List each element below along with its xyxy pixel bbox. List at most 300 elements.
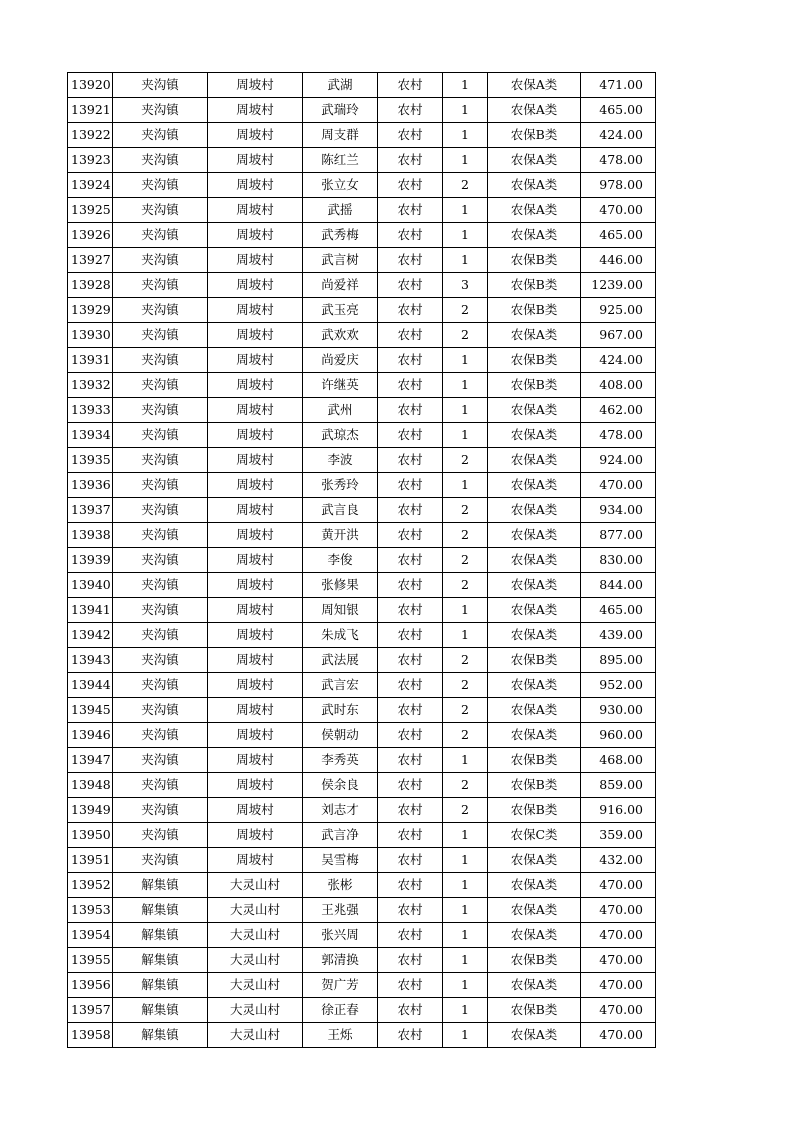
table-row xyxy=(68,348,656,373)
member-count-cell: 1 xyxy=(443,973,488,998)
village-cell: 周坡村 xyxy=(208,848,303,873)
amount-cell: 470.00 xyxy=(581,873,656,898)
town-cell: 夹沟镇 xyxy=(113,523,208,548)
record-id-cell: 13938 xyxy=(68,523,113,548)
name-cell: 王兆强 xyxy=(303,898,378,923)
amount-cell: 978.00 xyxy=(581,173,656,198)
village-cell: 周坡村 xyxy=(208,373,303,398)
household-type-cell: 农村 xyxy=(378,173,443,198)
village-cell: 周坡村 xyxy=(208,673,303,698)
table-row xyxy=(68,273,656,298)
household-type-cell: 农村 xyxy=(378,723,443,748)
village-cell: 周坡村 xyxy=(208,298,303,323)
town-cell: 夹沟镇 xyxy=(113,73,208,98)
name-cell: 张秀玲 xyxy=(303,473,378,498)
record-id-cell: 13955 xyxy=(68,948,113,973)
table-row xyxy=(68,698,656,723)
household-type-cell: 农村 xyxy=(378,873,443,898)
insurance-category-cell: 农保A类 xyxy=(488,698,581,723)
record-id-cell: 13947 xyxy=(68,748,113,773)
name-cell: 武欢欢 xyxy=(303,323,378,348)
amount-cell: 470.00 xyxy=(581,948,656,973)
amount-cell: 1239.00 xyxy=(581,273,656,298)
insurance-category-cell: 农保A类 xyxy=(488,223,581,248)
record-id-cell: 13951 xyxy=(68,848,113,873)
household-type-cell: 农村 xyxy=(378,598,443,623)
member-count-cell: 1 xyxy=(443,223,488,248)
household-type-cell: 农村 xyxy=(378,898,443,923)
amount-cell: 470.00 xyxy=(581,898,656,923)
name-cell: 张彬 xyxy=(303,873,378,898)
household-type-cell: 农村 xyxy=(378,98,443,123)
record-id-cell: 13928 xyxy=(68,273,113,298)
town-cell: 夹沟镇 xyxy=(113,148,208,173)
household-type-cell: 农村 xyxy=(378,198,443,223)
record-id-cell: 13946 xyxy=(68,723,113,748)
village-cell: 大灵山村 xyxy=(208,973,303,998)
village-cell: 周坡村 xyxy=(208,798,303,823)
insurance-category-cell: 农保A类 xyxy=(488,573,581,598)
table-row xyxy=(68,798,656,823)
name-cell: 侯余良 xyxy=(303,773,378,798)
member-count-cell: 1 xyxy=(443,873,488,898)
insurance-category-cell: 农保A类 xyxy=(488,598,581,623)
town-cell: 夹沟镇 xyxy=(113,773,208,798)
name-cell: 张兴周 xyxy=(303,923,378,948)
town-cell: 解集镇 xyxy=(113,973,208,998)
village-cell: 周坡村 xyxy=(208,123,303,148)
amount-cell: 424.00 xyxy=(581,348,656,373)
town-cell: 夹沟镇 xyxy=(113,823,208,848)
record-id-cell: 13926 xyxy=(68,223,113,248)
table-row xyxy=(68,923,656,948)
town-cell: 夹沟镇 xyxy=(113,398,208,423)
member-count-cell: 1 xyxy=(443,848,488,873)
name-cell: 陈红兰 xyxy=(303,148,378,173)
name-cell: 武法展 xyxy=(303,648,378,673)
name-cell: 武言树 xyxy=(303,248,378,273)
amount-cell: 462.00 xyxy=(581,398,656,423)
table-row xyxy=(68,748,656,773)
member-count-cell: 3 xyxy=(443,273,488,298)
table-row xyxy=(68,223,656,248)
household-type-cell: 农村 xyxy=(378,548,443,573)
insurance-category-cell: 农保A类 xyxy=(488,498,581,523)
record-id-cell: 13942 xyxy=(68,623,113,648)
village-cell: 周坡村 xyxy=(208,723,303,748)
table-row xyxy=(68,623,656,648)
household-type-cell: 农村 xyxy=(378,148,443,173)
village-cell: 周坡村 xyxy=(208,698,303,723)
village-cell: 周坡村 xyxy=(208,98,303,123)
town-cell: 夹沟镇 xyxy=(113,573,208,598)
household-type-cell: 农村 xyxy=(378,798,443,823)
member-count-cell: 1 xyxy=(443,823,488,848)
record-id-cell: 13929 xyxy=(68,298,113,323)
village-cell: 周坡村 xyxy=(208,498,303,523)
member-count-cell: 1 xyxy=(443,348,488,373)
member-count-cell: 1 xyxy=(443,423,488,448)
household-type-cell: 农村 xyxy=(378,923,443,948)
member-count-cell: 2 xyxy=(443,573,488,598)
member-count-cell: 1 xyxy=(443,948,488,973)
amount-cell: 916.00 xyxy=(581,798,656,823)
name-cell: 周知银 xyxy=(303,598,378,623)
insurance-category-cell: 农保A类 xyxy=(488,898,581,923)
insurance-category-cell: 农保A类 xyxy=(488,723,581,748)
insurance-category-cell: 农保B类 xyxy=(488,948,581,973)
record-id-cell: 13931 xyxy=(68,348,113,373)
record-id-cell: 13925 xyxy=(68,198,113,223)
member-count-cell: 1 xyxy=(443,998,488,1023)
record-id-cell: 13936 xyxy=(68,473,113,498)
amount-cell: 470.00 xyxy=(581,198,656,223)
insurance-category-cell: 农保A类 xyxy=(488,673,581,698)
member-count-cell: 2 xyxy=(443,548,488,573)
amount-cell: 470.00 xyxy=(581,973,656,998)
name-cell: 武言净 xyxy=(303,823,378,848)
table-row xyxy=(68,648,656,673)
roster-body xyxy=(68,73,656,1048)
table-row xyxy=(68,198,656,223)
household-type-cell: 农村 xyxy=(378,123,443,148)
amount-cell: 465.00 xyxy=(581,98,656,123)
member-count-cell: 1 xyxy=(443,748,488,773)
household-type-cell: 农村 xyxy=(378,423,443,448)
amount-cell: 859.00 xyxy=(581,773,656,798)
town-cell: 夹沟镇 xyxy=(113,648,208,673)
amount-cell: 830.00 xyxy=(581,548,656,573)
name-cell: 郭清换 xyxy=(303,948,378,973)
insurance-category-cell: 农保A类 xyxy=(488,623,581,648)
town-cell: 夹沟镇 xyxy=(113,548,208,573)
record-id-cell: 13944 xyxy=(68,673,113,698)
record-id-cell: 13956 xyxy=(68,973,113,998)
household-type-cell: 农村 xyxy=(378,248,443,273)
name-cell: 李波 xyxy=(303,448,378,473)
insurance-category-cell: 农保B类 xyxy=(488,773,581,798)
member-count-cell: 2 xyxy=(443,498,488,523)
name-cell: 武时东 xyxy=(303,698,378,723)
table-row xyxy=(68,498,656,523)
town-cell: 夹沟镇 xyxy=(113,348,208,373)
village-cell: 周坡村 xyxy=(208,348,303,373)
member-count-cell: 1 xyxy=(443,98,488,123)
insurance-category-cell: 农保A类 xyxy=(488,423,581,448)
town-cell: 夹沟镇 xyxy=(113,623,208,648)
town-cell: 夹沟镇 xyxy=(113,98,208,123)
insurance-category-cell: 农保B类 xyxy=(488,998,581,1023)
insurance-category-cell: 农保A类 xyxy=(488,448,581,473)
household-type-cell: 农村 xyxy=(378,773,443,798)
amount-cell: 952.00 xyxy=(581,673,656,698)
amount-cell: 465.00 xyxy=(581,598,656,623)
member-count-cell: 1 xyxy=(443,73,488,98)
member-count-cell: 2 xyxy=(443,298,488,323)
member-count-cell: 1 xyxy=(443,1023,488,1048)
household-type-cell: 农村 xyxy=(378,298,443,323)
insurance-category-cell: 农保B类 xyxy=(488,273,581,298)
record-id-cell: 13930 xyxy=(68,323,113,348)
village-cell: 周坡村 xyxy=(208,823,303,848)
amount-cell: 470.00 xyxy=(581,1023,656,1048)
table-row xyxy=(68,948,656,973)
insurance-category-cell: 农保A类 xyxy=(488,473,581,498)
record-id-cell: 13924 xyxy=(68,173,113,198)
record-id-cell: 13933 xyxy=(68,398,113,423)
member-count-cell: 1 xyxy=(443,898,488,923)
name-cell: 尚爱庆 xyxy=(303,348,378,373)
member-count-cell: 2 xyxy=(443,773,488,798)
insurance-category-cell: 农保B类 xyxy=(488,748,581,773)
town-cell: 夹沟镇 xyxy=(113,723,208,748)
amount-cell: 359.00 xyxy=(581,823,656,848)
amount-cell: 478.00 xyxy=(581,423,656,448)
member-count-cell: 1 xyxy=(443,198,488,223)
name-cell: 武秀梅 xyxy=(303,223,378,248)
amount-cell: 471.00 xyxy=(581,73,656,98)
table-row xyxy=(68,398,656,423)
village-cell: 周坡村 xyxy=(208,323,303,348)
table-row xyxy=(68,973,656,998)
name-cell: 武州 xyxy=(303,398,378,423)
name-cell: 周支群 xyxy=(303,123,378,148)
table-row xyxy=(68,98,656,123)
member-count-cell: 1 xyxy=(443,398,488,423)
village-cell: 周坡村 xyxy=(208,398,303,423)
table-row xyxy=(68,1023,656,1048)
member-count-cell: 2 xyxy=(443,723,488,748)
town-cell: 夹沟镇 xyxy=(113,123,208,148)
village-cell: 周坡村 xyxy=(208,148,303,173)
record-id-cell: 13943 xyxy=(68,648,113,673)
name-cell: 刘志才 xyxy=(303,798,378,823)
table-row xyxy=(68,998,656,1023)
member-count-cell: 1 xyxy=(443,923,488,948)
member-count-cell: 2 xyxy=(443,323,488,348)
village-cell: 大灵山村 xyxy=(208,923,303,948)
member-count-cell: 1 xyxy=(443,373,488,398)
village-cell: 周坡村 xyxy=(208,773,303,798)
table-row xyxy=(68,73,656,98)
amount-cell: 895.00 xyxy=(581,648,656,673)
amount-cell: 960.00 xyxy=(581,723,656,748)
insurance-category-cell: 农保B类 xyxy=(488,373,581,398)
table-row xyxy=(68,548,656,573)
town-cell: 解集镇 xyxy=(113,898,208,923)
record-id-cell: 13932 xyxy=(68,373,113,398)
household-type-cell: 农村 xyxy=(378,398,443,423)
amount-cell: 470.00 xyxy=(581,473,656,498)
table-row xyxy=(68,173,656,198)
household-type-cell: 农村 xyxy=(378,273,443,298)
town-cell: 夹沟镇 xyxy=(113,248,208,273)
name-cell: 李俊 xyxy=(303,548,378,573)
name-cell: 贺广芳 xyxy=(303,973,378,998)
household-type-cell: 农村 xyxy=(378,823,443,848)
table-row xyxy=(68,123,656,148)
household-type-cell: 农村 xyxy=(378,223,443,248)
table-row xyxy=(68,673,656,698)
record-id-cell: 13954 xyxy=(68,923,113,948)
village-cell: 周坡村 xyxy=(208,573,303,598)
insurance-category-cell: 农保A类 xyxy=(488,148,581,173)
name-cell: 武湖 xyxy=(303,73,378,98)
insurance-category-cell: 农保A类 xyxy=(488,1023,581,1048)
table-row xyxy=(68,448,656,473)
record-id-cell: 13952 xyxy=(68,873,113,898)
record-id-cell: 13957 xyxy=(68,998,113,1023)
household-type-cell: 农村 xyxy=(378,1023,443,1048)
table-row xyxy=(68,573,656,598)
household-type-cell: 农村 xyxy=(378,848,443,873)
village-cell: 大灵山村 xyxy=(208,898,303,923)
member-count-cell: 2 xyxy=(443,523,488,548)
village-cell: 周坡村 xyxy=(208,248,303,273)
table-row xyxy=(68,848,656,873)
amount-cell: 446.00 xyxy=(581,248,656,273)
name-cell: 武琼杰 xyxy=(303,423,378,448)
village-cell: 周坡村 xyxy=(208,473,303,498)
amount-cell: 925.00 xyxy=(581,298,656,323)
amount-cell: 967.00 xyxy=(581,323,656,348)
village-cell: 周坡村 xyxy=(208,748,303,773)
household-type-cell: 农村 xyxy=(378,473,443,498)
household-type-cell: 农村 xyxy=(378,498,443,523)
insurance-category-cell: 农保B类 xyxy=(488,298,581,323)
town-cell: 夹沟镇 xyxy=(113,373,208,398)
village-cell: 周坡村 xyxy=(208,448,303,473)
name-cell: 李秀英 xyxy=(303,748,378,773)
town-cell: 夹沟镇 xyxy=(113,273,208,298)
member-count-cell: 1 xyxy=(443,248,488,273)
insurance-category-cell: 农保A类 xyxy=(488,923,581,948)
town-cell: 解集镇 xyxy=(113,1023,208,1048)
town-cell: 夹沟镇 xyxy=(113,423,208,448)
name-cell: 尚爱祥 xyxy=(303,273,378,298)
household-type-cell: 农村 xyxy=(378,348,443,373)
record-id-cell: 13927 xyxy=(68,248,113,273)
household-type-cell: 农村 xyxy=(378,973,443,998)
name-cell: 徐正春 xyxy=(303,998,378,1023)
insurance-category-cell: 农保B类 xyxy=(488,248,581,273)
household-type-cell: 农村 xyxy=(378,73,443,98)
record-id-cell: 13948 xyxy=(68,773,113,798)
amount-cell: 439.00 xyxy=(581,623,656,648)
amount-cell: 468.00 xyxy=(581,748,656,773)
town-cell: 夹沟镇 xyxy=(113,598,208,623)
household-type-cell: 农村 xyxy=(378,998,443,1023)
town-cell: 夹沟镇 xyxy=(113,173,208,198)
amount-cell: 465.00 xyxy=(581,223,656,248)
household-type-cell: 农村 xyxy=(378,673,443,698)
amount-cell: 930.00 xyxy=(581,698,656,723)
insurance-category-cell: 农保B类 xyxy=(488,123,581,148)
name-cell: 吴雪梅 xyxy=(303,848,378,873)
town-cell: 夹沟镇 xyxy=(113,223,208,248)
table-row xyxy=(68,473,656,498)
town-cell: 解集镇 xyxy=(113,923,208,948)
name-cell: 张立女 xyxy=(303,173,378,198)
member-count-cell: 2 xyxy=(443,648,488,673)
member-count-cell: 2 xyxy=(443,673,488,698)
insurance-category-cell: 农保A类 xyxy=(488,848,581,873)
name-cell: 黄开洪 xyxy=(303,523,378,548)
name-cell: 武玉亮 xyxy=(303,298,378,323)
insurance-category-cell: 农保C类 xyxy=(488,823,581,848)
town-cell: 解集镇 xyxy=(113,948,208,973)
town-cell: 解集镇 xyxy=(113,873,208,898)
town-cell: 夹沟镇 xyxy=(113,748,208,773)
table-row xyxy=(68,723,656,748)
town-cell: 夹沟镇 xyxy=(113,673,208,698)
record-id-cell: 13941 xyxy=(68,598,113,623)
household-type-cell: 农村 xyxy=(378,623,443,648)
member-count-cell: 2 xyxy=(443,798,488,823)
name-cell: 朱成飞 xyxy=(303,623,378,648)
table-row xyxy=(68,373,656,398)
village-cell: 周坡村 xyxy=(208,73,303,98)
name-cell: 武言宏 xyxy=(303,673,378,698)
table-row xyxy=(68,298,656,323)
insurance-category-cell: 农保A类 xyxy=(488,323,581,348)
table-row xyxy=(68,898,656,923)
village-cell: 周坡村 xyxy=(208,648,303,673)
table-row xyxy=(68,823,656,848)
record-id-cell: 13949 xyxy=(68,798,113,823)
record-id-cell: 13950 xyxy=(68,823,113,848)
table-row xyxy=(68,248,656,273)
record-id-cell: 13953 xyxy=(68,898,113,923)
household-type-cell: 农村 xyxy=(378,523,443,548)
household-type-cell: 农村 xyxy=(378,323,443,348)
amount-cell: 924.00 xyxy=(581,448,656,473)
member-count-cell: 1 xyxy=(443,598,488,623)
insurance-category-cell: 农保B类 xyxy=(488,648,581,673)
village-cell: 大灵山村 xyxy=(208,1023,303,1048)
record-id-cell: 13920 xyxy=(68,73,113,98)
table-row xyxy=(68,773,656,798)
record-id-cell: 13937 xyxy=(68,498,113,523)
table-row xyxy=(68,598,656,623)
village-cell: 大灵山村 xyxy=(208,998,303,1023)
member-count-cell: 1 xyxy=(443,473,488,498)
table-row xyxy=(68,423,656,448)
insurance-category-cell: 农保A类 xyxy=(488,548,581,573)
household-type-cell: 农村 xyxy=(378,573,443,598)
member-count-cell: 1 xyxy=(443,148,488,173)
record-id-cell: 13940 xyxy=(68,573,113,598)
insurance-category-cell: 农保B类 xyxy=(488,348,581,373)
name-cell: 侯朝动 xyxy=(303,723,378,748)
insurance-category-cell: 农保A类 xyxy=(488,198,581,223)
town-cell: 夹沟镇 xyxy=(113,798,208,823)
member-count-cell: 2 xyxy=(443,448,488,473)
household-type-cell: 农村 xyxy=(378,748,443,773)
member-count-cell: 2 xyxy=(443,173,488,198)
amount-cell: 470.00 xyxy=(581,923,656,948)
town-cell: 夹沟镇 xyxy=(113,323,208,348)
village-cell: 周坡村 xyxy=(208,623,303,648)
town-cell: 夹沟镇 xyxy=(113,448,208,473)
insurance-category-cell: 农保B类 xyxy=(488,798,581,823)
record-id-cell: 13922 xyxy=(68,123,113,148)
village-cell: 周坡村 xyxy=(208,273,303,298)
town-cell: 夹沟镇 xyxy=(113,848,208,873)
amount-cell: 408.00 xyxy=(581,373,656,398)
roster-table xyxy=(67,72,656,1048)
member-count-cell: 2 xyxy=(443,698,488,723)
